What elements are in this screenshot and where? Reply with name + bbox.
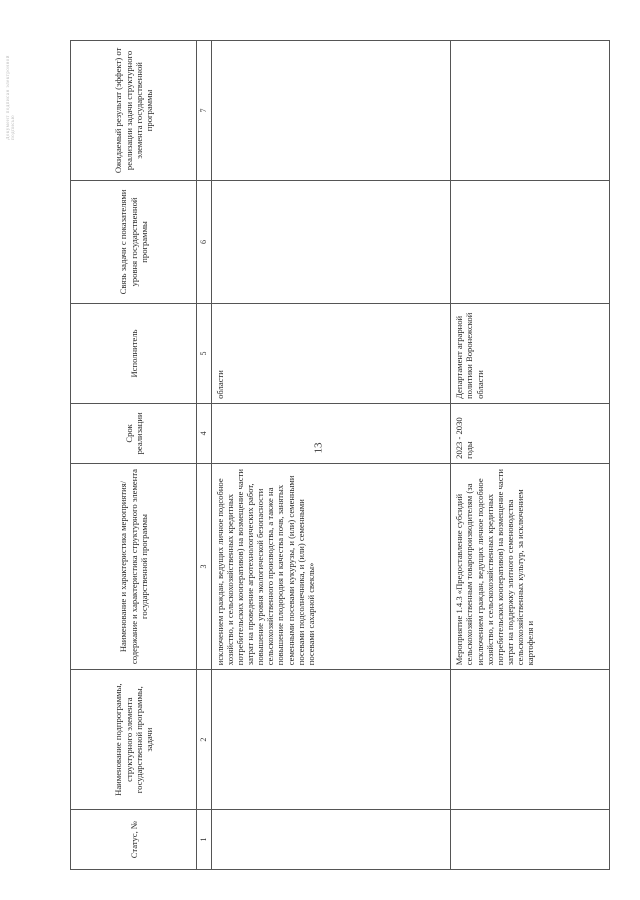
column-number: 3 [197,463,211,669]
cell-period [211,403,451,463]
cell-subprogram [451,670,610,810]
cell-executor: области [211,304,451,404]
table-header-row [71,41,197,870]
header-period: Срок реализации [71,403,197,463]
cell-status [451,810,610,870]
cell-status [211,810,451,870]
page-number: 13 [312,442,325,454]
column-number: 6 [197,180,211,303]
cell-subprogram [211,670,451,810]
cell-description: исключением граждан, ведущих личное подсобное хозяйство, и сельскохозяйственных кредитных потребительских кооперативов) на возмещение части затрат на проведение агротехнологических работ, повышение уровня экологической безопасности сельскохозяйственного производства, а также на повышение плодородия и качества почв, занятых семенными посевами кукурузы, и (или) семенными посевами подсолнечника, и (или) семенными посевами сахарной свеклы» [211,463,451,669]
column-number: 4 [197,403,211,463]
cell-description: Мероприятие 1.4.3 «Предоставление субсидий сельскохозяйственным товаропроизводителям (за исключением граждан, ведущих личное подсобное хозяйство, и сельскохозяйственных кредитных потребительских кооперативов) на возмещение части затрат на поддержку элитного семеноводства сельскохозяйственных культур, за исключением картофеля и [451,463,610,669]
table-row [211,41,451,870]
cell-result [451,41,610,181]
cell-link [451,180,610,303]
header-subprogram: Наименование подпрограммы, структурного элемента государственной программы, задачи [71,670,197,810]
cell-link [211,180,451,303]
column-number: 5 [197,304,211,404]
column-number-row [197,41,211,870]
table-container [70,40,610,870]
column-number: 2 [197,670,211,810]
cell-period: 2023 - 2030 годы [451,403,610,463]
column-number: 7 [197,41,211,181]
table-row [451,41,610,870]
scan-watermark: Документ подписан электронной подписью [6,55,16,140]
header-executor: Исполнитель [71,304,197,404]
program-table [70,40,610,870]
cell-result [211,41,451,181]
header-result: Ожидаемый результат (эффект) от реализации задачи структурного элемента государственной программы [71,41,197,181]
cell-executor: Департамент аграрной политики Воронежской области [451,304,610,404]
column-number: 1 [197,810,211,870]
header-description: Наименование и характеристика мероприятия/содержание и характеристика структурного элемента государственной программы [71,463,197,669]
header-link: Связь задачи с показателями уровня государственной программы [71,180,197,303]
header-status: Статус, № [71,810,197,870]
rotated-table-frame [70,40,610,870]
